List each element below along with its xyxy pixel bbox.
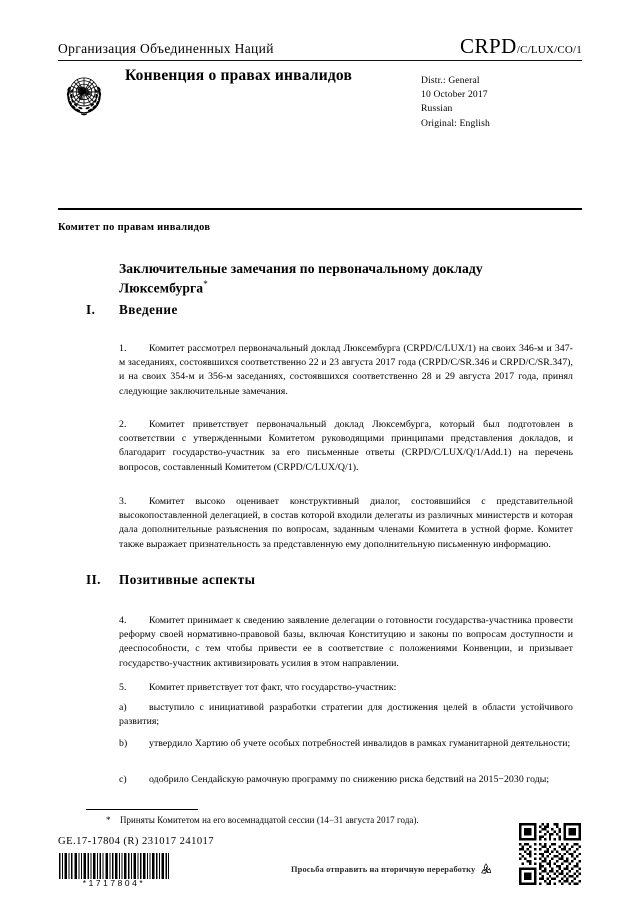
section-label: Позитивные аспекты	[119, 572, 256, 587]
sub-item-text: одобрило Сендайскую рамочную программу по снижению риска бедствий на 2015−2030 годы;	[149, 773, 550, 785]
committee-name: Комитет по правам инвалидов	[58, 222, 211, 233]
paragraph-number: 2.	[119, 418, 127, 430]
un-emblem-icon	[58, 68, 110, 120]
sub-item-letter: c)	[119, 773, 127, 785]
sub-item-letter: a)	[119, 701, 127, 713]
paragraph-2	[119, 418, 573, 475]
paragraph-text: Комитет рассмотрел первоначальный доклад Люксембурга (CRPD/C/LUX/1) на своих 346-м и 347-м заседаниях, состоявшихся соответственно 22 и 23 августа 2017 года (CRPD/C/SR.346 и CRPD/C/SR.347), и на своих 354-м и 356-м заседаниях, состоявшихся соответственно 28 и 29 августа 2017 года, принял следующие заключительные замечания.	[119, 342, 573, 397]
title-footnote-marker: *	[203, 279, 208, 290]
page-title	[119, 260, 539, 298]
sub-item-text: выступило с инициативой разработки стратегии для достижения целей в области устойчивого развития;	[119, 701, 573, 728]
paragraph-1	[119, 342, 573, 399]
distr-original: Original: English	[421, 117, 490, 129]
paragraph-number: 5.	[119, 681, 127, 693]
paragraph-5	[119, 681, 573, 695]
paragraph-3	[119, 495, 573, 552]
sub-item-b	[119, 737, 573, 751]
masthead-row	[58, 36, 582, 57]
document-symbol-suffix: /C/LUX/CO/1	[516, 44, 582, 56]
distr-language: Russian	[421, 103, 453, 115]
recycle-notice	[291, 862, 493, 876]
recycle-notice-text: Просьба отправить на вторичную переработку	[291, 864, 476, 874]
section-heading-positive-aspects	[86, 572, 586, 588]
sub-item-a	[119, 701, 573, 730]
document-symbol	[460, 36, 582, 57]
paragraph-text: Комитет приветствует первоначальный доклад Люксембурга, который был подготовлен в соответствии с утвержденными Комитетом руководящими принципами представления докладов, и благодарит государство-участник за его письменные ответы (CRPD/C/LUX/Q/1/Add.1) на перечень вопросов, составленный Комитетом (CRPD/C/LUX/Q/1).	[119, 418, 573, 473]
distribution-block	[421, 74, 490, 131]
masthead-rule	[58, 60, 582, 61]
paragraph-number: 3.	[119, 495, 127, 507]
barcode-text: *1717804*	[82, 878, 146, 888]
convention-title: Конвенция о правах инвалидов	[125, 67, 353, 84]
distr-date: 10 October 2017	[421, 89, 488, 101]
footnote-text: Приняты Комитетом на его восемнадцатой сессии (14−31 августа 2017 года).	[120, 815, 419, 825]
section-heading-introduction	[86, 302, 586, 318]
section-number: I.	[86, 302, 96, 317]
sub-item-letter: b)	[119, 737, 128, 749]
paragraph-4	[119, 614, 573, 671]
section-number: II.	[86, 572, 101, 587]
qr-code-icon	[519, 823, 581, 885]
barcode	[58, 853, 170, 879]
paragraph-text: Комитет принимает к сведению заявление делегации о готовности государства-участника провести реформу своей нормативно-правовой базы, включая Конституцию и законы по вопросам доступности и дееспособности, с тем чтобы привести ее в соответствие с положениями Конвенции, и призывает государство-участник активизировать усилия в этом направлении.	[119, 614, 573, 669]
convention-block	[58, 66, 582, 129]
sub-item-text: утвердило Хартию об учете особых потребностей инвалидов в рамках гуманитарной деятельности;	[149, 737, 571, 749]
distr-line: Distr.: General	[421, 75, 480, 86]
page-title-text: Заключительные замечания по первоначальному докладу Люксембурга	[119, 261, 483, 296]
footnote-separator	[86, 809, 198, 810]
paragraph-text: Комитет высоко оценивает конструктивный диалог, состоявшийся с представительной высокопоставленной делегацией, в состав которой входили делегаты из различных министерств и которая дала дополнительные разъяснения по вопросам, заданным членами Комитета в устной форме. Комитет также выражает признательность за представленную ему дополнительную письменную информацию.	[119, 495, 573, 550]
paragraph-number: 1.	[119, 342, 127, 354]
paragraph-number: 4.	[119, 614, 127, 626]
section-label: Введение	[119, 302, 178, 317]
footnote	[106, 814, 566, 826]
sub-item-c	[119, 773, 573, 787]
footnote-marker: *	[106, 815, 111, 825]
document-symbol-main: CRPD	[459, 34, 517, 58]
recycling-icon	[479, 862, 493, 876]
masthead	[58, 36, 582, 69]
paragraph-text: Комитет приветствует тот факт, что государство-участник:	[149, 681, 397, 693]
job-number: GE.17-17804 (R) 231017 241017	[58, 836, 215, 847]
organization-name: Организация Объединенных Наций	[58, 41, 274, 57]
header-divider	[58, 208, 582, 210]
